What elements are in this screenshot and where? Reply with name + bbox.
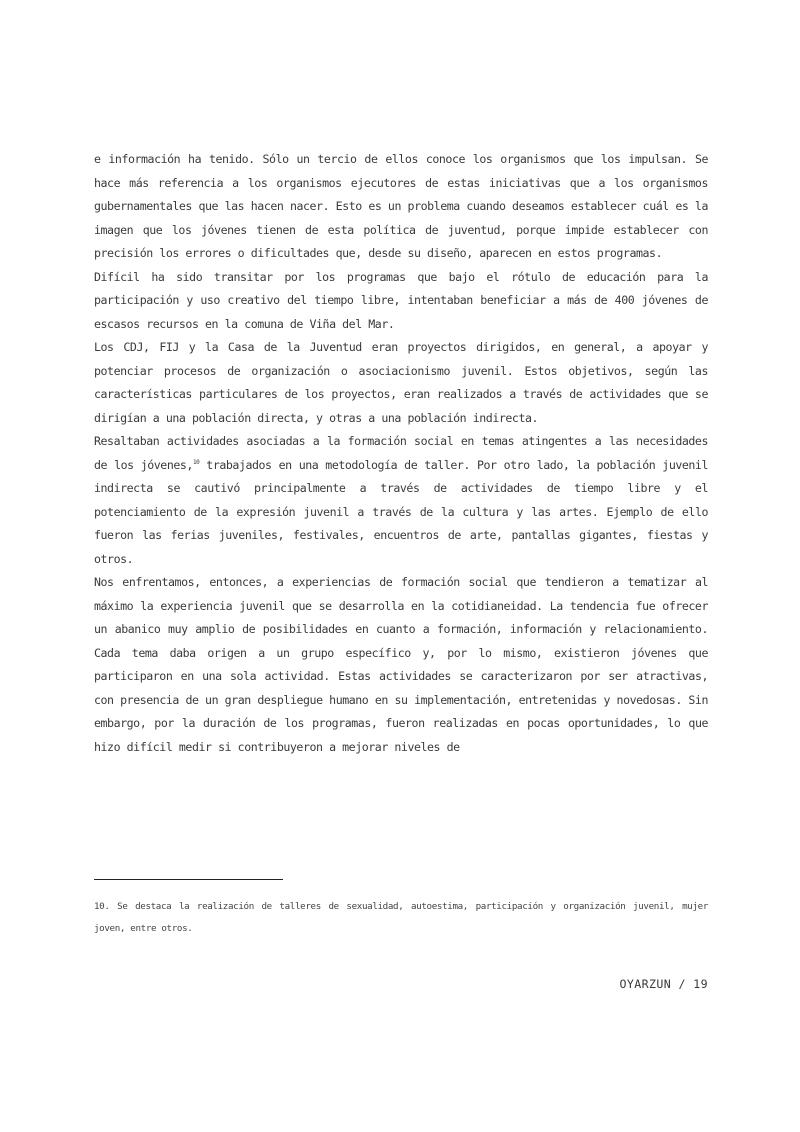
paragraph-3: Los CDJ, FIJ y la Casa de la Juventud eran proyectos dirigidos, en general, a apoyar y potenciar procesos de organización o asociacionismo juvenil. Estos objetivos, según las características particulares de los proyectos, eran realizados a través de actividades que se dirigían a una población directa, y otras a una población indirecta.: [94, 340, 708, 425]
paragraph-4-text-after: trabajados en una metodología de taller. Por otro lado, la población juvenil indirecta se cautivó principalmente a través de actividades de tiempo libre y el potenciamiento de la expresión juvenil a través de la cultura y las artes. Ejemplo de ello fueron las ferias juveniles, festivales, encuentros de arte, pantallas gigantes, fiestas y otros.: [94, 457, 708, 566]
footnote-reference-mark: 10: [192, 458, 200, 466]
paragraph-5: Nos enfrentamos, entonces, a experiencias de formación social que tendieron a tematizar al máximo la experiencia juvenil que se desarrolla en la cotidianeidad. La tendencia fue ofrecer un abanico muy amplio de posibilidades en cuanto a formación, información y relacionamiento. Cada tema daba origen a un grupo específico y, por lo mismo, existieron jóvenes que participaron en una sola actividad. Estas actividades se caracterizaron por ser atractivas, con presencia de un gran despliegue humano en su implementación, entretenidas y novedosas. Sin embargo, por la duración de los programas, fueron realizadas en pocas oportunidades, lo que hizo difícil medir si contribuyeron a mejorar niveles de: [94, 575, 708, 754]
body-text: [94, 148, 708, 759]
paragraph-2: Difícil ha sido transitar por los programas que bajo el rótulo de educación para la participación y uso creativo del tiempo libre, intentaban beneficiar a más de 400 jóvenes de escasos recursos en la comuna de Viña del Mar.: [94, 269, 708, 331]
paragraph-4: [94, 430, 708, 571]
paragraph-4-text-before: Resaltaban actividades asociadas a la formación social en temas atingentes a las necesidades de los jóvenes,: [94, 434, 708, 472]
footnote-10: 10. Se destaca la realización de talleres de sexualidad, autoestima, participación y organización juvenil, mujer joven, entre otros.: [94, 901, 708, 934]
footnote-separator-rule: [94, 879, 283, 880]
page-folio: OYARZUN / 19: [619, 977, 708, 991]
paragraph-1: e información ha tenido. Sólo un tercio de ellos conoce los organismos que los impulsan. Se hace más referencia a los organismos ejecutores de estas iniciativas que a los organismos gubernamentales que las hacen nacer. Esto es un problema cuando deseamos establecer cuál es la imagen que los jóvenes tienen de esta política de juventud, porque impide establecer con precisión los errores o dificultades que, desde su diseño, aparecen en estos programas.: [94, 152, 708, 260]
